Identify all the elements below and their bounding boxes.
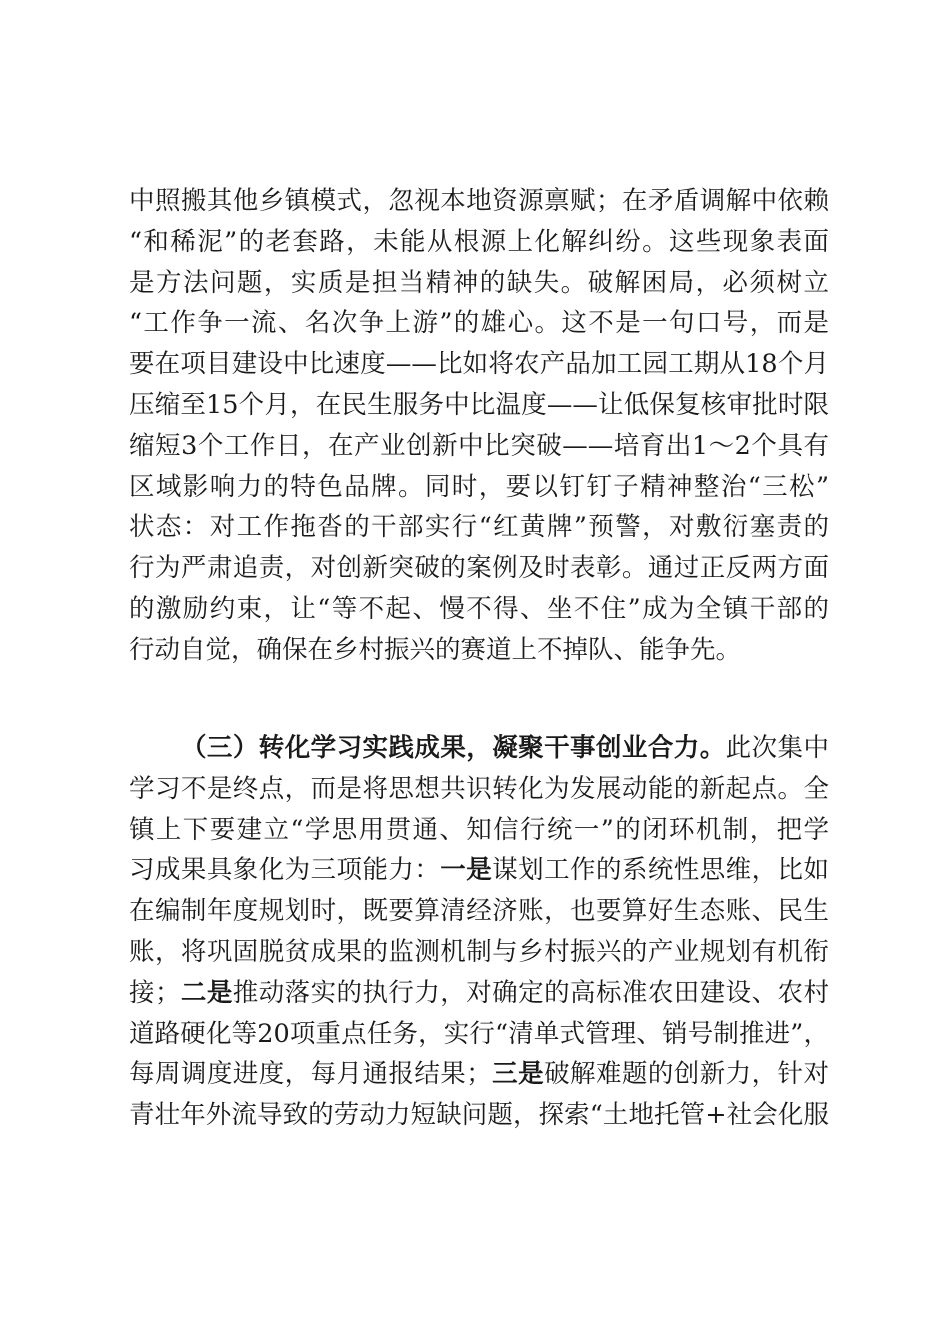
text-segment: 学习不是终点，而是将思想共识转化为发展动能的新起点。全 <box>129 773 829 804</box>
text-segment: 此次集中 <box>725 733 829 763</box>
text-line <box>129 1014 829 1055</box>
text-segment: 是方法问题，实质是担当精神的缺失。破解困局，必须树立 <box>129 267 829 298</box>
bold-text-segment: 一是 <box>440 855 493 886</box>
text-segment: 行为严肃追责，对创新突破的案例及时表彰。通过正反两方面 <box>129 553 829 584</box>
text-segment: 镇上下要建立“学思用贯通、知信行统一”的闭环机制，把学 <box>129 814 829 845</box>
text-line <box>129 303 829 344</box>
text-line <box>129 973 829 1014</box>
text-segment: 接； <box>129 977 181 1008</box>
text-segment: 青壮年外流导致的劳动力短缺问题，探索“土地托管+社会化服 <box>129 1100 829 1131</box>
text-line <box>129 548 829 589</box>
text-line <box>129 810 829 851</box>
text-segment: 状态：对工作拖沓的干部实行“红黄牌”预警，对敷衍塞责的 <box>129 512 829 543</box>
text-segment: “工作争一流、名次争上游”的雄心。这不是一句口号，而是 <box>129 308 829 339</box>
text-segment: “和稀泥”的老套路，未能从根源上化解纠纷。这些现象表面 <box>129 226 829 257</box>
text-segment: 道路硬化等20项重点任务，实行“清单式管理、销号制推进”， <box>129 1018 829 1049</box>
text-segment: 账，将巩固脱贫成果的监测机制与乡村振兴的产业规划有机衔 <box>129 936 829 967</box>
text-segment: 推动落实的执行力，对确定的高标准农田建设、农村 <box>232 977 829 1008</box>
text-line <box>129 426 829 467</box>
text-line <box>129 589 829 630</box>
text-line <box>129 385 829 426</box>
text-line <box>129 1095 829 1136</box>
text-segment: 缩短3个工作日，在产业创新中比突破——培育出1～2个具有 <box>129 430 829 461</box>
bold-text-segment: 三是 <box>491 1059 545 1090</box>
text-segment: 要在项目建设中比速度——比如将农产品加工园工期从18个月 <box>129 349 829 380</box>
text-segment: 中照搬其他乡镇模式，忽视本地资源禀赋；在矛盾调解中依赖 <box>129 186 829 216</box>
text-line <box>129 1054 829 1095</box>
text-line <box>129 630 829 671</box>
bold-text-segment: （三）转化学习实践成果，凝聚干事创业合力。 <box>181 733 726 763</box>
text-segment: 区域影响力的特色品牌。同时，要以钉钉子精神整治“三松” <box>129 471 829 502</box>
text-line <box>129 467 829 508</box>
paragraph-2 <box>129 728 829 1136</box>
text-line <box>129 222 829 263</box>
text-line <box>129 932 829 973</box>
text-line <box>129 891 829 932</box>
text-segment: 习成果具象化为三项能力： <box>129 855 441 886</box>
text-line <box>129 850 829 891</box>
text-segment: 每周调度进度，每月通报结果； <box>129 1059 492 1090</box>
bold-text-segment: 二是 <box>180 977 233 1008</box>
paragraph-1 <box>129 181 829 671</box>
text-segment: 压缩至15个月，在民生服务中比温度——让低保复核审批时限 <box>129 389 829 420</box>
text-segment: 谋划工作的系统性思维，比如 <box>492 855 829 886</box>
text-line <box>129 507 829 548</box>
text-segment: 的激励约束，让“等不起、慢不得、坐不住”成为全镇干部的 <box>129 593 829 624</box>
text-segment: 破解难题的创新力，针对 <box>544 1059 829 1090</box>
text-line <box>129 344 829 385</box>
text-line <box>129 769 829 810</box>
text-segment: 在编制年度规划时，既要算清经济账，也要算好生态账、民生 <box>129 896 829 927</box>
text-line <box>129 263 829 304</box>
text-line <box>129 728 829 769</box>
text-line <box>129 181 829 222</box>
text-segment: 行动自觉，确保在乡村振兴的赛道上不掉队、能争先。 <box>129 634 742 665</box>
